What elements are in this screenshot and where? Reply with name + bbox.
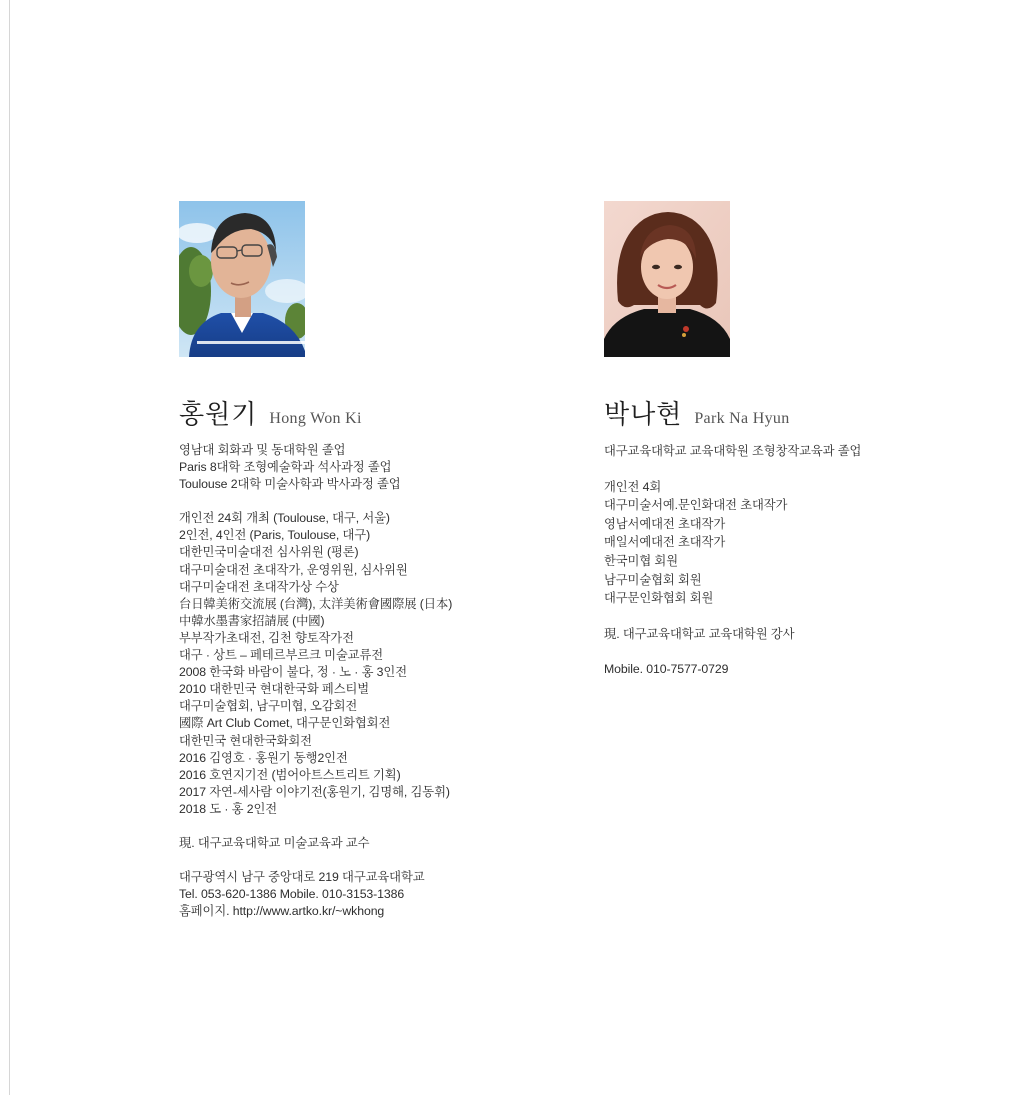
career-line: 대구미술대전 초대작가상 수상 — [179, 579, 339, 594]
section-spacer — [604, 643, 984, 660]
career-line: 대구미술대전 초대작가, 운영위원, 심사위원 — [179, 562, 408, 577]
career-line: 대구미술협회, 남구미협, 오감회전 — [179, 699, 358, 714]
artist-name-heading — [179, 394, 559, 430]
portrait-photo-park-na-hyun — [604, 201, 730, 357]
career-line: 영남서예대전 초대작가 — [604, 516, 726, 531]
career-line: 2008 한국화 바람이 불다, 정 · 노 · 홍 3인전 — [179, 665, 407, 680]
career-line: 2018 도 · 홍 2인전 — [179, 801, 278, 816]
section-spacer — [179, 852, 559, 869]
career-line: 2010 대한민국 현대한국화 페스티벌 — [179, 682, 370, 697]
section-spacer — [604, 608, 984, 625]
career-line: 대구 · 상트 – 페테르부르크 미술교류전 — [179, 648, 383, 663]
section-spacer — [179, 493, 559, 510]
artist-profile-hong-won-ki — [179, 201, 559, 920]
career-line: 한국미협 회원 — [604, 553, 678, 568]
career-line: 대한민국미술대전 심사위원 (평론) — [179, 545, 359, 560]
career-line: 2016 김영호 · 홍원기 동행2인전 — [179, 750, 348, 765]
contact-phone: Tel. 053-620-1386 Mobile. 010-3153-1386 — [179, 887, 405, 902]
current-position: 現. 대구교육대학교 교육대학원 강사 — [604, 626, 795, 641]
career-line: 2인전, 4인전 (Paris, Toulouse, 대구) — [179, 528, 371, 543]
education-line: 대구교육대학교 교육대학원 조형창작교육과 졸업 — [604, 444, 862, 458]
career-line: 2016 호연지기전 (범어아트스트리트 기획) — [179, 767, 401, 782]
career-line: 國際 Art Club Comet, 대구문인화협회전 — [179, 716, 391, 731]
contact-homepage: 홈페이지. http://www.artko.kr/~wkhong — [179, 904, 385, 919]
contact-phone: Mobile. 010-7577-0729 — [604, 662, 729, 677]
career-line: 개인전 4회 — [604, 479, 662, 494]
education-line: Toulouse 2대학 미술사학과 박사과정 졸업 — [179, 477, 401, 492]
artist-profile-park-na-hyun — [604, 201, 984, 679]
career-line: 2017 자연-세사람 이야기전(홍원기, 김명해, 김동휘) — [179, 784, 450, 799]
page-edge-rule — [9, 0, 10, 1095]
career-line: 매일서예대전 초대작가 — [604, 535, 726, 550]
name-korean: 박나현 — [604, 400, 683, 430]
biography-text — [179, 442, 559, 920]
current-position: 現. 대구교육대학교 미술교육과 교수 — [179, 835, 370, 850]
career-line: 개인전 24회 개최 (Toulouse, 대구, 서울) — [179, 511, 390, 526]
portrait-photo-hong-won-ki — [179, 201, 305, 357]
career-line: 台日韓美術交流展 (台灣), 太洋美術會國際展 (日本) — [179, 596, 453, 611]
career-line: 대구미술서예.문인화대전 초대작가 — [604, 498, 788, 513]
artist-name-heading — [604, 394, 984, 430]
biography-text — [604, 442, 984, 679]
name-english: Park Na Hyun — [694, 410, 790, 427]
name-korean: 홍원기 — [179, 400, 258, 430]
section-spacer — [179, 818, 559, 835]
section-spacer — [604, 461, 984, 478]
career-line: 대한민국 현대한국화회전 — [179, 733, 312, 748]
career-line: 부부작가초대전, 김천 향토작가전 — [179, 630, 354, 645]
career-line: 남구미술협회 회원 — [604, 572, 702, 587]
career-line: 대구문인화협회 회원 — [604, 591, 714, 606]
education-line: Paris 8대학 조형예술학과 석사과정 졸업 — [179, 460, 392, 475]
career-line: 中韓水墨書家招請展 (中國) — [179, 613, 325, 628]
contact-address: 대구광역시 남구 중앙대로 219 대구교육대학교 — [179, 870, 425, 885]
name-english: Hong Won Ki — [269, 410, 362, 427]
education-line: 영남대 회화과 및 동대학원 졸업 — [179, 443, 346, 457]
